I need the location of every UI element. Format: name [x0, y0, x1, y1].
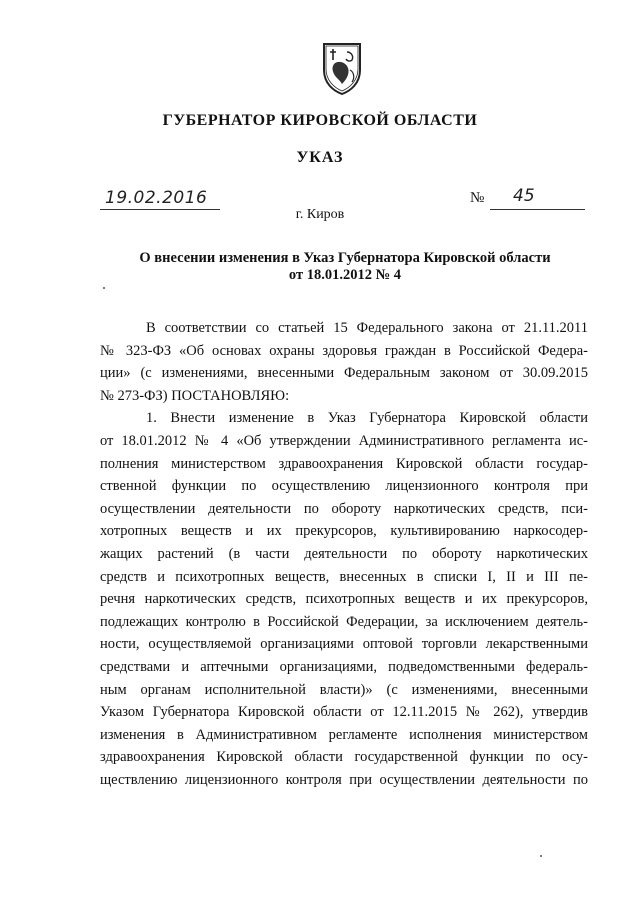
city-line: г. Киров [295, 207, 345, 222]
document-number: 45 [513, 186, 535, 206]
body-line: № 273-ФЗ) ПОСТАНОВЛЯЮ: [100, 387, 290, 404]
body-line: здравоохранения Кировской области государственной функции по осу- [100, 749, 588, 766]
issuing-authority: ГУБЕРНАТОР КИРОВСКОЙ ОБЛАСТИ [162, 112, 478, 129]
body-line: полнения министерством здравоохранения Кировской области государ- [100, 455, 588, 472]
body-line: ным органам исполнительной власти)» (с изменениями, внесенными [100, 681, 588, 698]
scan-speck [540, 855, 542, 857]
body-line: осуществлении деятельности по обороту наркотических средств, пси- [100, 500, 588, 517]
body-line: ности, осуществляемой организациями оптовой торговли лекарственными [100, 636, 588, 653]
body-line: В соответствии со статьей 15 Федерального закона от 21.11.2011 [146, 320, 588, 336]
body-line: от 18.01.2012 № 4 «Об утверждении Административного регламента ис- [100, 432, 588, 449]
body-line: речня наркотических средств, психотропных веществ и их прекурсоров, [100, 591, 588, 608]
document-body [100, 317, 588, 791]
body-line: средств и психотропных веществ, внесенных в списки I, II и III пе- [100, 568, 588, 585]
title-line: О внесении изменения в Указ Губернатора Кировской области [139, 250, 551, 266]
title-line: от 18.01.2012 № 4 [288, 267, 402, 283]
scan-speck [103, 287, 105, 289]
document-type: УКАЗ [296, 149, 344, 166]
body-line: подлежащих контролю в Российской Федерации, за исключением деятель- [100, 613, 588, 630]
body-line: Указом Губернатора Кировской области от 12.11.2015 № 262), утвердив [100, 704, 588, 721]
body-line: 1. Внести изменение в Указ Губернатора Кировской области [146, 410, 588, 427]
body-line: ственной функции по осуществлению лицензионного контроля при [100, 478, 588, 495]
body-line: ществлению лицензионного контроля при осуществлении деятельности по [100, 771, 588, 788]
document-date: 19.02.2016 [105, 188, 208, 208]
number-sign: № [470, 190, 485, 206]
body-line: № 323-ФЗ «Об основах охраны здоровья граждан в Российской Федера- [100, 342, 588, 359]
body-line: хотропных веществ и их прекурсоров, культивированию наркосодер- [100, 523, 588, 540]
body-line: ции» (с изменениями, внесенными Федеральным законом от 30.09.2015 [100, 365, 588, 382]
body-line: средствами и аптечными организациями, подведомственными федераль- [100, 658, 588, 675]
body-line: жащих растений (в части деятельности по обороту наркотических [100, 545, 588, 562]
coat-of-arms-emblem [320, 40, 364, 96]
body-line: изменения в Административном регламенте исполнения министерством [100, 726, 588, 743]
document-title [100, 250, 590, 284]
